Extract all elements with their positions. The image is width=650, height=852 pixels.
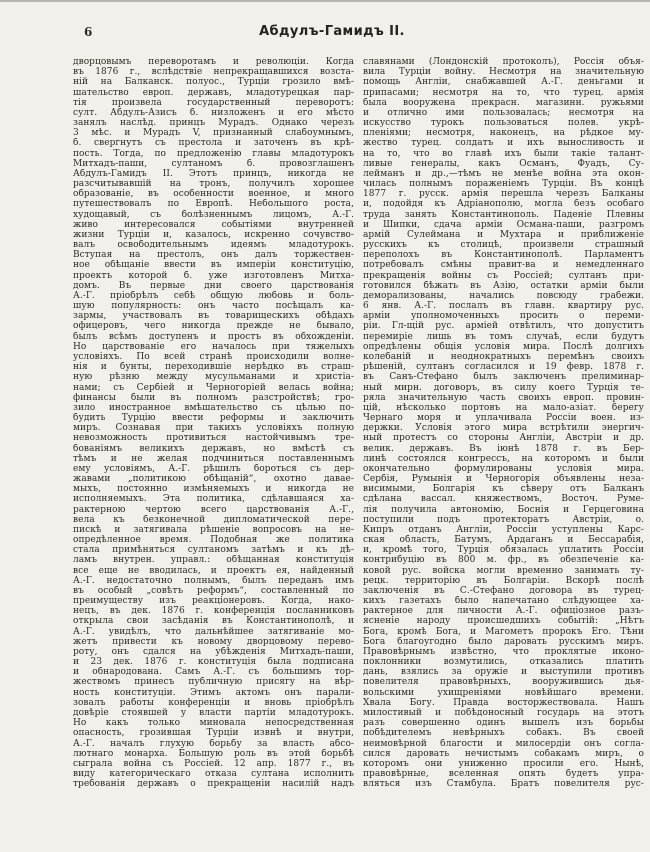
text-line: въ Санъ-Стефано былъ заключенъ прелиминар- <box>363 372 644 383</box>
text-line: Но какъ только миновала непосредственная <box>73 718 354 729</box>
text-line: Вступая на престолъ, онъ далъ торжествен- <box>73 250 354 261</box>
text-line: виду категорическаго отказа султана исполнить <box>73 769 354 780</box>
text-line: опасность, грозившая Турціи извнѣ и внутри, <box>73 728 354 739</box>
text-line: арміи уполномоченныхъ просить о переми- <box>363 311 644 322</box>
text-line: тѣмъ и не желая подчиниться поставленнымъ <box>73 453 354 464</box>
text-line: висимыми, Болгарія къ сѣверу отъ Балканъ <box>363 484 644 495</box>
text-line: Бога, кромѣ Бога, и Магометъ пророкъ Его. Тѣни <box>363 626 644 637</box>
text-line: довѣріе стоявшей у власти партіи младотурокъ. <box>73 708 354 718</box>
text-line: А.-Г. началъ глухую борьбу за власть абсо- <box>73 738 354 749</box>
text-line: преимуществу изъ реакціонеровъ. Когда, нако- <box>73 596 354 607</box>
text-line: рецк. территорію въ Болгаріи. Вскорѣ послѣ <box>363 575 644 586</box>
text-line: зовалъ работы конференціи и вновь пріобрѣлъ <box>73 697 354 708</box>
text-line: ность конституціи. Этимъ актомъ онъ парали- <box>73 687 354 698</box>
text-line: рѣшеній, султанъ согласился и 19 февр. 1878 г. <box>363 362 644 373</box>
text-line: нія и бунты, переходившіе нерѣдко въ страш- <box>73 362 354 373</box>
text-line: ное обѣщаніе ввести въ имперіи конституцію, <box>73 260 354 271</box>
text-line: цій, нѣсколько портовъ на мало-азіат. берегу <box>363 402 644 413</box>
page-header <box>0 24 650 40</box>
text-line: ный протестъ со стороны Англіи, Австріи и др. <box>363 433 644 444</box>
text-line: занялъ наслѣд. принцъ Мурадъ. Однако черезъ <box>73 118 354 129</box>
text-line: опредѣлены общія условія мира. Послѣ долгихъ <box>363 341 644 352</box>
text-line: 3 мѣс. и Мурадъ V, признанный слабоумнымъ, <box>73 128 354 139</box>
text-line: путешествовалъ по Европѣ. Небольшого роста, <box>73 199 354 210</box>
text-line: армій Сулеймана и Мухтара и приближеніе <box>363 229 644 240</box>
text-line: Абдулъ-Гамидъ II. Этотъ принцъ, никогда не <box>73 168 354 179</box>
text-line: зармы, участвовалъ въ товарищескихъ обѣдахъ <box>73 311 354 322</box>
text-line: и, кромѣ того, Турція обязалась уплатить Россіи <box>363 545 644 556</box>
text-line: поклонники возмутились, отказались платить <box>363 657 644 668</box>
text-line: чилась полнымъ пораженіемъ Турціи. Въ концѣ <box>363 179 644 190</box>
text-line: все еще не вводилась, и проектъ ея, найденный <box>73 565 354 576</box>
text-line: А.-Г. недостаточно полнымъ, былъ переданъ имъ <box>73 575 354 586</box>
text-line: дворцовымъ переворотамъ и революціи. Когда <box>73 57 354 67</box>
text-line: лютнаго монарха. Большую роль въ этой борьбѣ <box>73 748 354 759</box>
text-line: труда занять Константинополь. Паденіе Плевны <box>363 209 644 220</box>
text-line: заключенія въ С.-Стефано договора въ турец- <box>363 585 644 596</box>
text-line: султ. Абдулъ-Азисъ б. низложенъ и его мѣсто <box>73 107 354 118</box>
text-line: разъ совершенно одинъ вышелъ изъ борьбы <box>363 718 644 729</box>
text-line: была вооружена прекрасн. магазинн. ружьями <box>363 97 644 108</box>
text-line: поступили подъ протекторатъ Австріи, о. <box>363 514 644 525</box>
text-line: худощавый, съ болѣзненнымъ лицомъ, А.-Г. <box>73 209 354 220</box>
text-line: Сербія, Румынія и Черногорія объявлены неза- <box>363 474 644 485</box>
text-line: ская область, Батумъ, Ардаганъ и Бессарабія, <box>363 535 644 546</box>
text-line: въ 1876 г., вслѣдствіе непрекращавшихся возста- <box>73 67 354 78</box>
text-line: Но царствованіе его началось при тяжелыхъ <box>73 341 354 352</box>
text-line: образованіе, въ особенности военное, и много <box>73 189 354 200</box>
text-line: славянами (Лондонскій протоколъ), Россія объя- <box>363 57 644 67</box>
text-line: правовѣрные, вселенная опять будетъ упра- <box>363 769 644 780</box>
text-line: и отлично ими пользовалась; несмотря на <box>363 107 644 118</box>
text-line: А.-Г. увидѣлъ, что дальнѣйшее затягиваніе мо- <box>73 626 354 637</box>
text-line: ламъ внутрен. управл.: обѣщанная конституція <box>73 555 354 566</box>
text-line: вела къ безконечной дипломатической пере- <box>73 514 354 525</box>
text-line: валъ освободительнымъ идеямъ младотурокъ. <box>73 240 354 251</box>
text-line: ную рѣзню между мусульманами и христіа- <box>73 372 354 383</box>
page-number: 6 <box>84 25 93 39</box>
text-line: исполняемыхъ. Эта политика, сдѣлавшаяся ха- <box>73 494 354 505</box>
text-line: шую популярность: онъ часто посѣщалъ ка- <box>73 301 354 312</box>
text-line: ній на Балканск. полуос., Турціи грозило вмѣ- <box>73 77 354 88</box>
text-line: б. свергнутъ съ престола и заточенъ въ крѣ- <box>73 138 354 149</box>
text-line: пость. Тогда, по предложенію главы младотурокъ <box>73 148 354 159</box>
text-line: переполохъ въ Константинополѣ. Парламентъ <box>363 250 644 261</box>
text-line: условіяхъ. По всей странѣ происходили волне- <box>73 351 354 362</box>
text-line: деморализованы, начались повсюду грабежи. <box>363 290 644 301</box>
text-line: будить Турцію ввести реформы и заключить <box>73 413 354 424</box>
text-column-right <box>363 57 644 789</box>
text-line: финансы были въ полномъ разстройствѣ; гро- <box>73 392 354 403</box>
page-title: Абдулъ-Гамидъ II. <box>259 24 405 39</box>
text-line: сдѣлана вассал. княжествомъ, Восточ. Руме- <box>363 494 644 505</box>
text-line: офицеровъ, чего никогда прежде не бывало, <box>73 321 354 332</box>
text-line: жавами „политикою обѣщаній“, охотно давае- <box>73 474 354 485</box>
text-line: жество турец. солдатъ и ихъ выносливость и <box>363 138 644 149</box>
text-line: мыхъ, постоянно измѣняемыхъ и никогда не <box>73 484 354 495</box>
text-line: нами; съ Сербіей и Черногоріей велась война; <box>73 382 354 393</box>
text-line: ряла значительную часть своихъ европ. провин- <box>363 392 644 403</box>
text-line: вольскими ухищреніями новѣйшаго времени. <box>363 687 644 698</box>
text-line: ный мирн. договоръ, въ силу коего Турція те- <box>363 382 644 393</box>
text-line: рактерною чертою всего царствованія А.-Г., <box>73 504 354 515</box>
text-line: стала примѣняться султаномъ затѣмъ и къ дѣ- <box>73 545 354 556</box>
text-line: готовился бѣжать въ Азію, остатки арміи были <box>363 280 644 291</box>
text-line: невозможность противиться настойчивымъ тре- <box>73 433 354 444</box>
text-line: роту, онъ сдался на убѣжденія Митхадъ-паши, <box>73 646 354 657</box>
text-line: шательство европ. державъ, младотурецкая пар- <box>73 87 354 98</box>
text-line: окончательно формулированы условія мира. <box>363 463 644 474</box>
text-line: и Шипки, сдача арміи Османа-паши, разгромъ <box>363 219 644 230</box>
text-line: которомъ они униженно просили его. Нынѣ, <box>363 758 644 769</box>
text-line: на то, что во главѣ ихъ были такіе талант- <box>363 148 644 159</box>
text-line: дань, взялись за оружіе и выступили противъ <box>363 667 644 678</box>
text-line: вила Турціи войну. Несмотря на значительную <box>363 67 644 78</box>
text-line: вляться изъ Стамбула. Братъ повелителя рус- <box>363 779 644 790</box>
text-line: ріи. Гл-щій рус. арміей отвѣтилъ, что допуститъ <box>363 321 644 332</box>
text-line: жествомъ принесъ публичную присягу на вѣр- <box>73 677 354 688</box>
text-line: побѣдителемъ невѣрныхъ собакъ. Въ своей <box>363 728 644 739</box>
text-line: припасами; несмотря на то, что турец. армія <box>363 87 644 98</box>
text-line: бованіямъ великихъ державъ, но вмѣстѣ съ <box>73 443 354 454</box>
text-line: пискѣ и затягивала рѣшеніе вопросовъ на не- <box>73 524 354 535</box>
text-line: потребовалъ смѣны правит-ва и немедленнаго <box>363 260 644 271</box>
text-line: А.-Г. пріобрѣлъ себѣ общую любовь и боль- <box>73 290 354 301</box>
text-line: помощь Англіи, снабжавшей А.-Г. деньгами и <box>363 77 644 88</box>
text-line: открыла свои засѣданія въ Константинополѣ, и <box>73 616 354 627</box>
text-line: велик. державъ. Въ іюнѣ 1878 г. въ Бер- <box>363 443 644 454</box>
text-line: прекращенія войны съ Россіей; султанъ при- <box>363 270 644 281</box>
text-line: жетъ привести къ новому дворцовому перево- <box>73 636 354 647</box>
text-line: сился даровать нечистымъ собакамъ миръ, о <box>363 748 644 759</box>
text-line: живо интересовался событіями внутренней <box>73 219 354 230</box>
text-line: тія произвела государственный переворотъ: <box>73 97 354 108</box>
text-line: Правовѣрнымъ извѣстно, что проклятые иконо- <box>363 646 644 657</box>
text-line: пленіями; несмотря, наконецъ, на рѣдкое му- <box>363 128 644 139</box>
text-line: Кипръ отданъ Англіи, Россіи уступлены Карс- <box>363 524 644 535</box>
text-line: требованія державъ о прекращеніи насилій надъ <box>73 779 354 790</box>
text-line: лія получила автономію, Боснія и Герцеговина <box>363 504 644 515</box>
text-line: неимовѣрной благости и милосердіи онъ согла- <box>363 738 644 749</box>
text-line: сыграла война съ Россіей. 12 апр. 1877 г., въ <box>73 758 354 769</box>
text-line: искусство турокъ пользоваться полев. укрѣ- <box>363 118 644 129</box>
text-line: держки. Условія этого мира встрѣтили энергич- <box>363 423 644 434</box>
text-line: былъ всѣмъ доступенъ и простъ въ обхожденіи. <box>73 331 354 342</box>
text-line: разсчитывавшій на тронъ, получилъ хорошее <box>73 179 354 190</box>
text-line: и 23 дек. 1876 г. конституція была подписана <box>73 657 354 668</box>
text-line: ясненіе народу происшедшихъ событій: „Нѣтъ <box>363 616 644 627</box>
text-line: контрибуцію въ 800 м. фр., въ обезпеченіе ка- <box>363 555 644 566</box>
text-line: 6 янв. А.-Г. послалъ въ главн. квартиру рус. <box>363 301 644 312</box>
text-line: 1877 г. русск. армія перешла черезъ Балканы <box>363 189 644 200</box>
text-line: миръ. Сознавая при такихъ условіяхъ полную <box>73 423 354 434</box>
text-line: рактерное для личности А.-Г. офиціозное разъ- <box>363 606 644 617</box>
text-line: лейманъ и др.,—тѣмъ не менѣе война эта окон- <box>363 168 644 179</box>
text-line: жизни Турціи и, казалось, искренно сочувство- <box>73 229 354 240</box>
text-line: и, подойдя къ Адріанополю, могла безъ особаго <box>363 199 644 210</box>
text-columns <box>73 57 644 789</box>
text-line: милостивый и побѣдоносный государь на этотъ <box>363 708 644 718</box>
text-line: Митхадъ-паши, султаномъ б. провозглашенъ <box>73 158 354 169</box>
text-line: кихъ газетахъ было напечатано слѣдующее ха- <box>363 596 644 607</box>
text-line: повелителя правовѣрныхъ, вооружившись дья- <box>363 677 644 688</box>
text-line: въ особый „совѣтъ реформъ“, составленный по <box>73 585 354 596</box>
text-column-left <box>73 57 354 789</box>
text-line: Бога благоугодно было даровать русскимъ миръ. <box>363 636 644 647</box>
text-line: нецъ, въ дек. 1876 г. конференція посланниковъ <box>73 606 354 617</box>
text-line: русскихъ къ столицѣ, произвели страшный <box>363 240 644 251</box>
text-line: ливые генералы, какъ Османъ, Фуадъ, Су- <box>363 158 644 169</box>
text-line: Чернаго моря и уплачивала Россіи воен. из- <box>363 413 644 424</box>
text-line: домъ. Въ первые дни своего царствованія <box>73 280 354 291</box>
text-line: проектъ которой б. уже изготовленъ Митха- <box>73 270 354 281</box>
text-line: ковой рус. войска могли временно занимать ту- <box>363 565 644 576</box>
text-line: перемиріе лишь въ томъ случаѣ, если будутъ <box>363 331 644 342</box>
text-line: и обнародована. Самъ А.-Г. съ большимъ тор- <box>73 667 354 678</box>
text-line: колебаній и неоднократныхъ перемѣнъ своихъ <box>363 351 644 362</box>
text-line: Хвала Богу. Правда восторжествовала. Нашъ <box>363 697 644 708</box>
text-line: линѣ состоялся конгрессъ, на которомъ и были <box>363 453 644 464</box>
text-line: ему условіямъ, А.-Г. рѣшилъ бороться съ дер- <box>73 463 354 474</box>
text-line: опредѣленное время. Подобная же политика <box>73 535 354 546</box>
text-line: зило иностранное вмѣшательство съ цѣлью по- <box>73 402 354 413</box>
